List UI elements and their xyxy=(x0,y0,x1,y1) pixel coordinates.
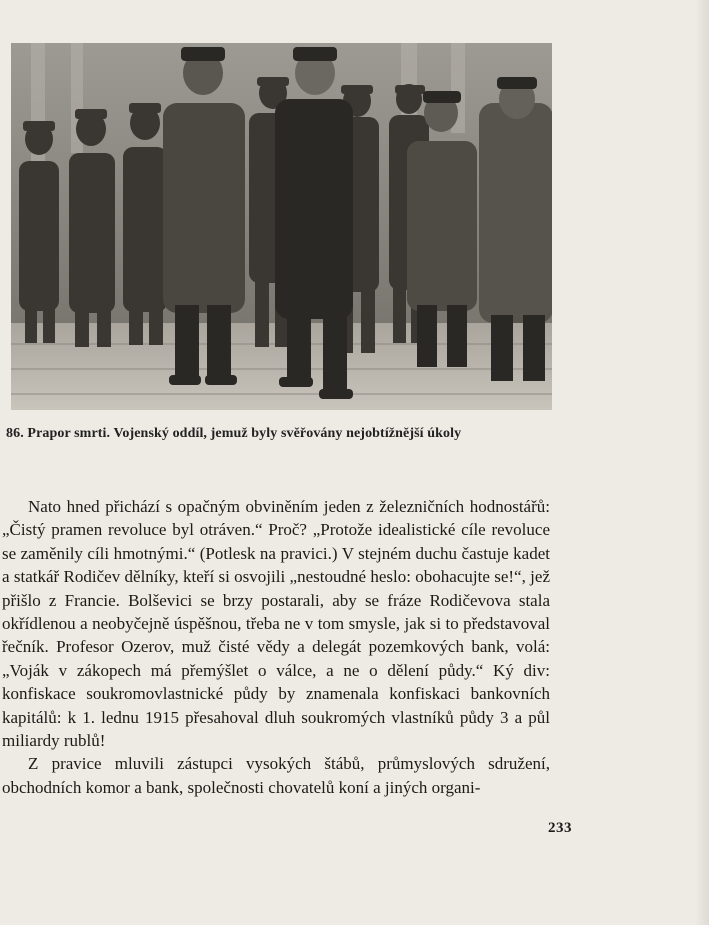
body-text xyxy=(2,495,550,799)
paragraph-1: Nato hned přichází s opačným obviněním jeden z železničních hodnostářů: „Čistý pramen revoluce byl otráven.“ Proč? „Protože idealistické cíle revoluce se zaměnily cíli hmotnými.“ (Potlesk na pravici.) V stejném duchu častuje kadet a statkář Rodičev dělníky, kteří si osvojili „nestoudné heslo: obohacujte se!“, jež přišlo z Francie. Bolševici se brzy postarali, aby se fráze Rodičevova stala okřídlenou a neobyčejně úspěšnou, třeba ne v tom smysle, jak si to představoval řečník. Profesor Ozerov, muž čisté vědy a delegát pozemkových bank, volá: „Voják v zákopech má přemýšlet o válce, a ne o dělení půdy.“ Ký div: konfiskace soukromovlastnické půdy by znamenala konfiskaci bankovních kapitálů: k 1. lednu 1915 přesahoval dluh soukromých vlastníků půdy 3 a půl miliardy rublů! xyxy=(2,497,550,751)
page-number: 233 xyxy=(548,820,572,836)
figure-number: 86. xyxy=(6,426,24,441)
paragraph-2: Z pravice mluvili zástupci vysokých štábů, průmyslových sdružení, obchodních komor a bank, společnosti chovatelů koní a jiných organi- xyxy=(2,754,550,797)
figure-caption xyxy=(6,426,606,442)
page-edge-shadow xyxy=(695,0,709,925)
figure-caption-text: Prapor smrti. Vojenský oddíl, jemuž byly svěřovány nejobtížnější úkoly xyxy=(27,426,462,441)
soldiers-photograph xyxy=(11,43,552,410)
